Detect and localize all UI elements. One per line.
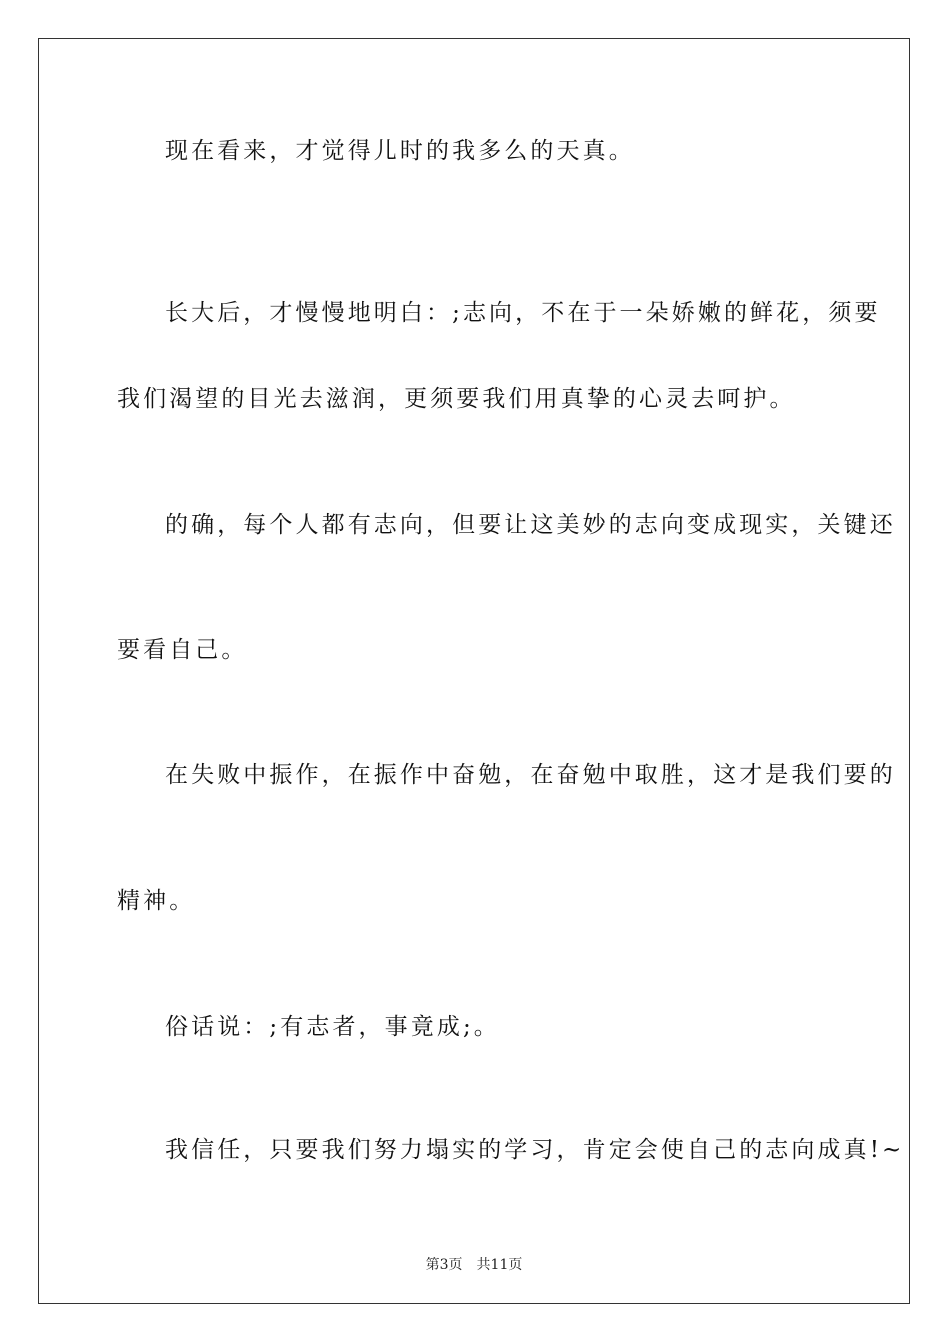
text-line: 要看自己。 <box>117 637 248 663</box>
page-footer <box>39 1255 909 1275</box>
page-frame <box>38 38 910 1304</box>
text-line: 现在看来，才觉得儿时的我多么的天真。 <box>165 138 635 164</box>
text-line: 我信任，只要我们努力塌实的学习，肯定会使自己的志向成真!~ <box>165 1137 905 1163</box>
page-number: 第3页 <box>425 1257 463 1273</box>
text-line: 我们渴望的目光去滋润，更须要我们用真挚的心灵去呵护。 <box>117 386 796 412</box>
text-line: 长大后，才慢慢地明白：;志向，不在于一朵娇嫩的鲜花，须要 <box>165 300 881 326</box>
text-line: 俗话说：;有志者，事竟成;。 <box>165 1014 500 1040</box>
page-total: 共11页 <box>476 1257 523 1273</box>
text-line: 的确，每个人都有志向，但要让这美妙的志向变成现实，关键还 <box>165 512 896 538</box>
text-line: 精神。 <box>117 888 196 914</box>
text-line: 在失败中振作，在振作中奋勉，在奋勉中取胜，这才是我们要的 <box>165 762 896 788</box>
